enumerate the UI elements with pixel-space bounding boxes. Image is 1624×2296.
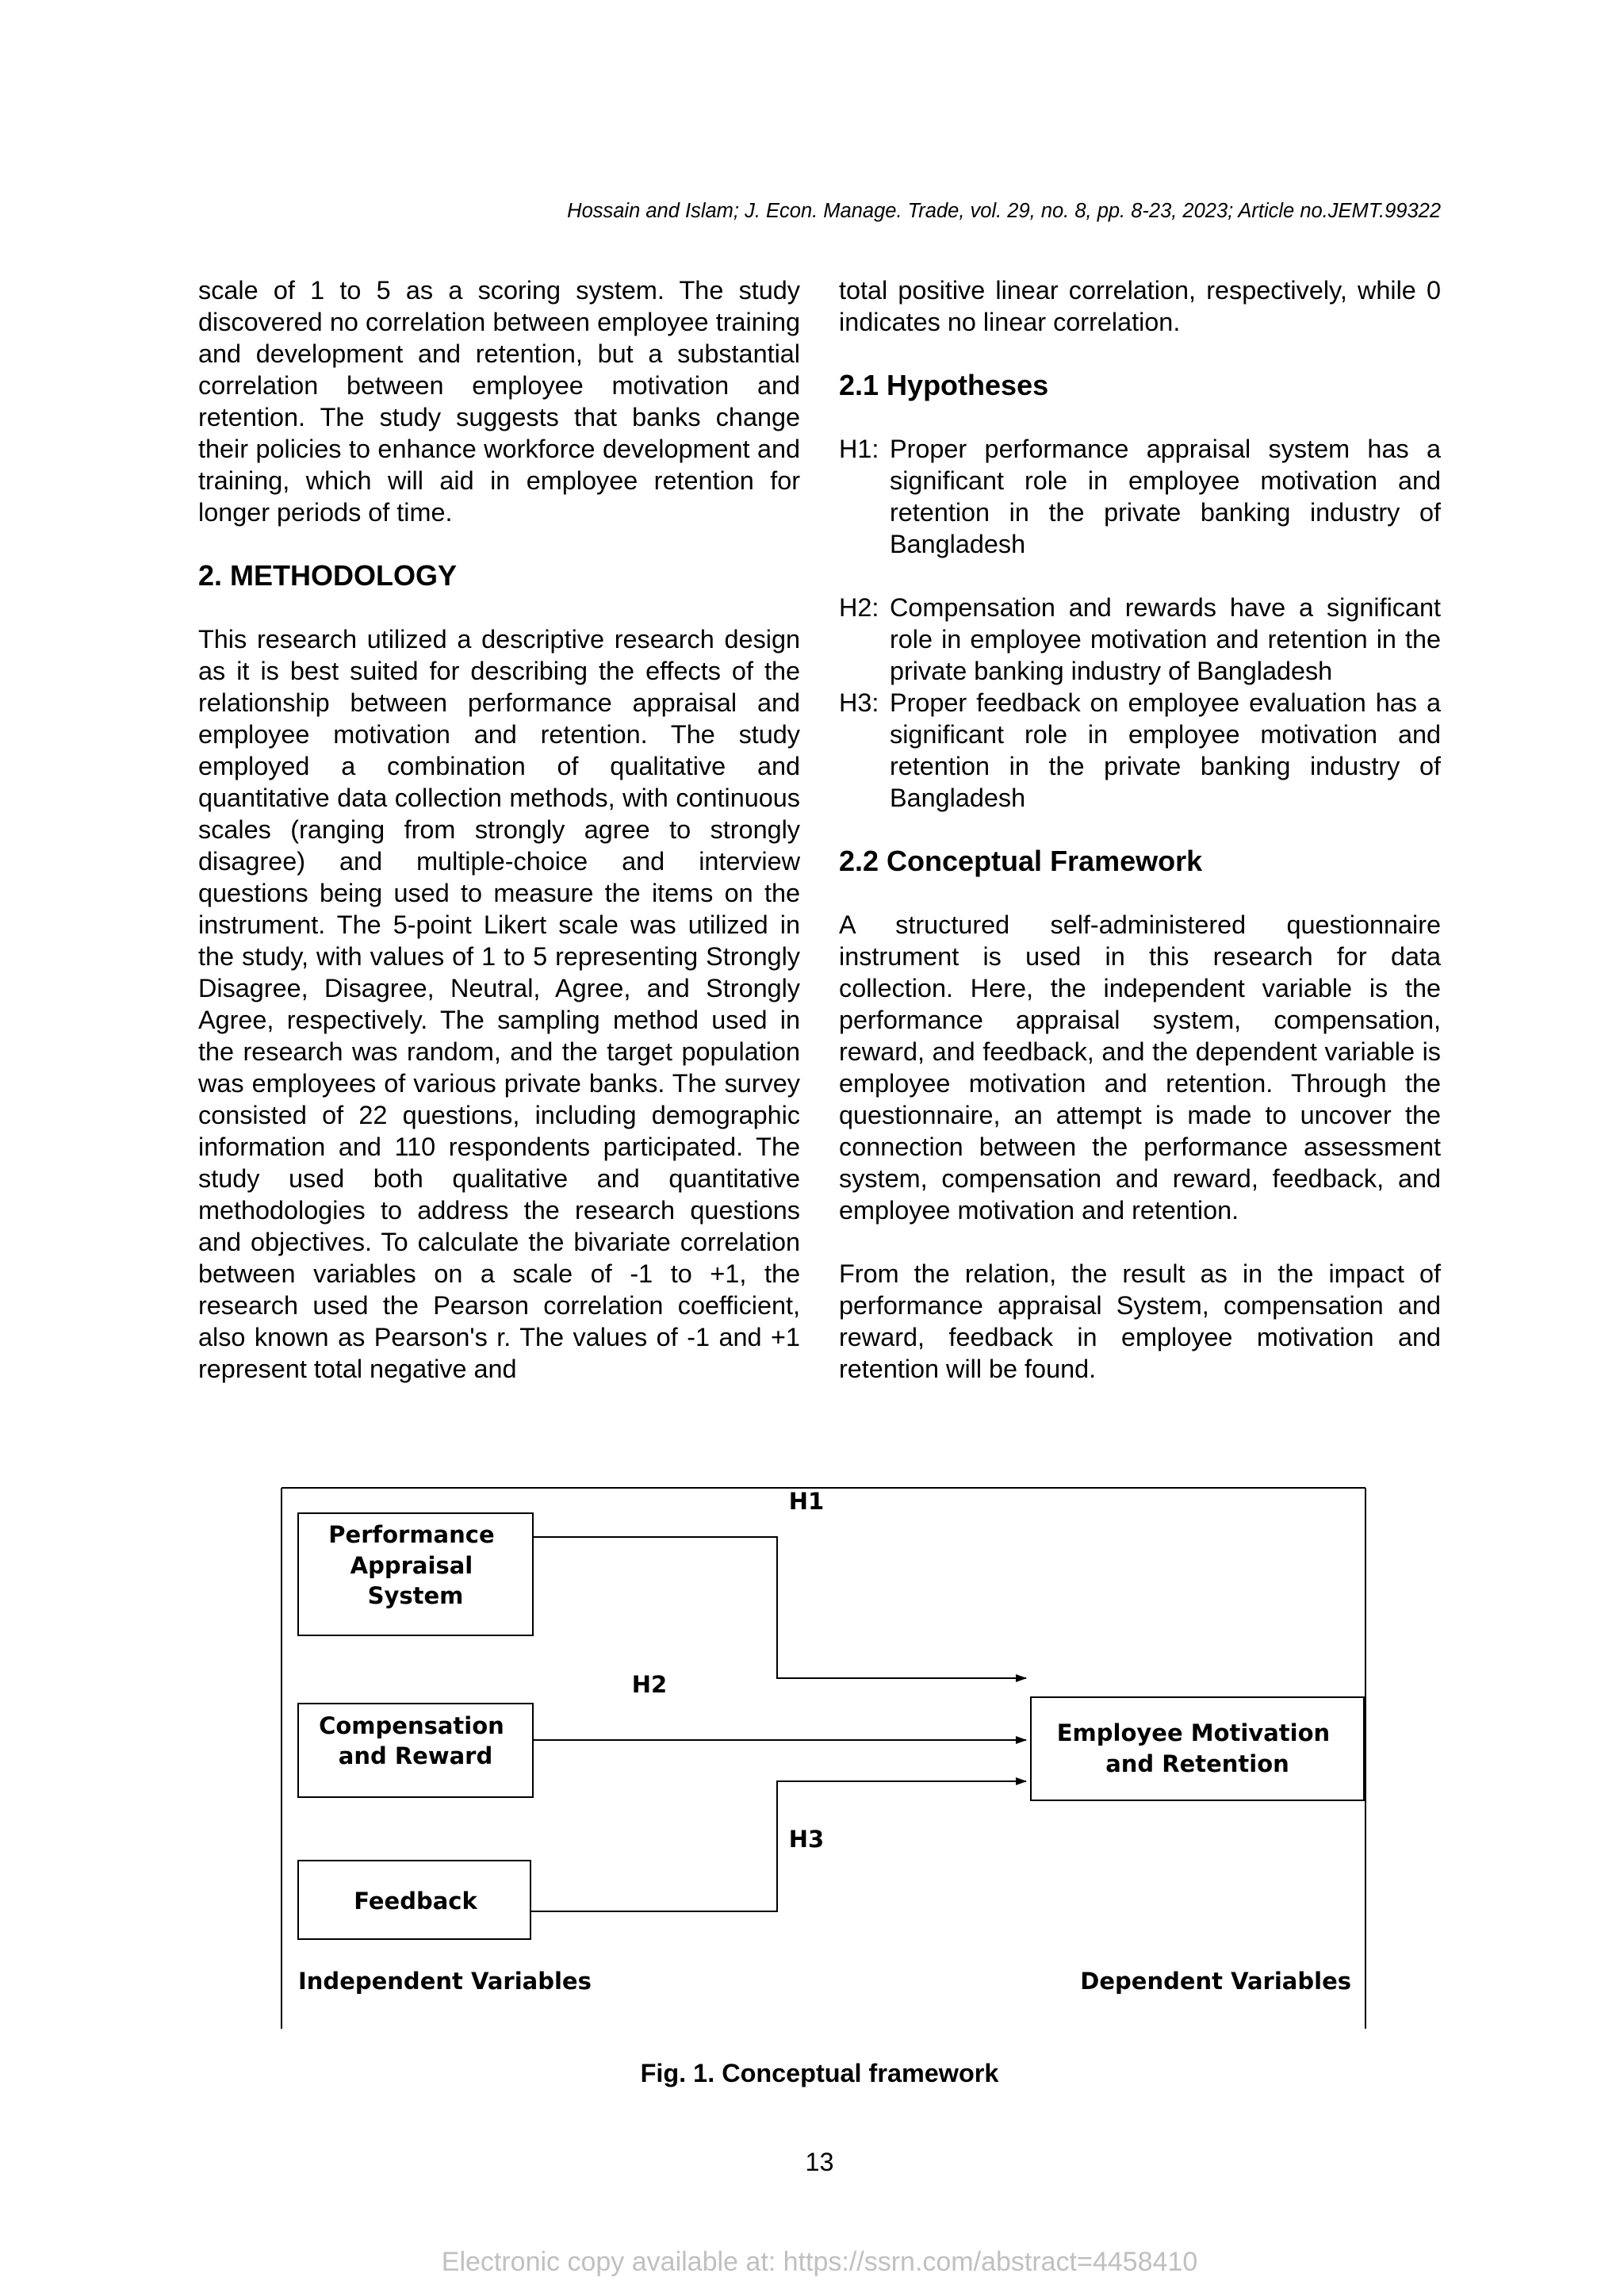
figure-caption: Fig. 1. Conceptual framework xyxy=(640,2059,999,2087)
box-performance-line-2: Appraisal xyxy=(350,1552,473,1579)
box-outcome-line-2: and Retention xyxy=(1105,1750,1289,1777)
box-outcome-line-1: Employee Motivation xyxy=(1056,1719,1331,1746)
hypothesis-label: H3: xyxy=(839,688,879,717)
box-performance-line-1: Performance xyxy=(328,1521,495,1548)
hypothesis-label: H1: xyxy=(839,435,879,463)
box-feedback-label: Feedback xyxy=(354,1888,477,1915)
framework-paragraph-1: A structured self-administered questionnaire instrument is used in this research for data collection. Here, the independent variable is the performance appraisal system, compensation, reward, and feedback, and the dependent variable is employee motivation and retention. Through the questionnaire, an attempt is made to uncover the connection between the performance assessment system, compensation and reward, feedback, and employee motivation and retention. xyxy=(839,910,1441,1225)
label-independent-variables: Independent Variables xyxy=(298,1968,592,1995)
box-performance-line-3: System xyxy=(367,1582,464,1609)
intro-paragraph: scale of 1 to 5 as a scoring system. The study discovered no correlation between employee training and development and retention, but a substantial correlation between employee motivation and retention. The study suggests that banks change their policies to enhance workforce development and training, which will aid in employee retention for longer periods of time. xyxy=(198,276,800,527)
framework-paragraph-2: From the relation, the result as in the impact of performance appraisal System, compensation and reward, feedback in employee motivation and retention will be found. xyxy=(839,1259,1441,1383)
hypothesis-label: H2: xyxy=(839,593,879,622)
right-column xyxy=(839,274,1441,1385)
box-compensation-line-2: and Reward xyxy=(338,1742,493,1769)
hypothesis-h3 xyxy=(839,687,1441,814)
conceptual-framework-figure xyxy=(279,1481,1369,2029)
page-number: 13 xyxy=(805,2148,834,2176)
hypothesis-text: Proper performance appraisal system has a significant role in employee motivation and retention in the private banking industry of Bangladesh xyxy=(890,435,1441,558)
continuation-paragraph: total positive linear correlation, respectively, while 0 indicates no linear correlation. xyxy=(839,276,1441,336)
hypotheses-heading: 2.1 Hypotheses xyxy=(839,369,1049,401)
ssrn-footer: Electronic copy available at: https://ssrn.com/abstract=4458410 xyxy=(441,2247,1198,2277)
hypothesis-text: Compensation and rewards have a significant role in employee motivation and retention in the private banking industry of Bangladesh xyxy=(890,593,1441,685)
box-compensation-line-1: Compensation xyxy=(319,1712,504,1739)
hypothesis-h1 xyxy=(839,433,1441,560)
running-head: Hossain and Islam; J. Econ. Manage. Trade, vol. 29, no. 8, pp. 8-23, 2023; Article no.JEMT.99322 xyxy=(567,200,1441,222)
label-dependent-variables: Dependent Variables xyxy=(1080,1968,1351,1995)
hypothesis-h2 xyxy=(839,592,1441,687)
arrow-h1 xyxy=(533,1537,1026,1678)
label-h1: H1 xyxy=(788,1488,825,1515)
methodology-paragraph: This research utilized a descriptive research design as it is best suited for describing the effects of the relationship between performance appraisal and employee motivation and retention. The study employed a combination of qualitative and quantitative data collection methods, with continuous scales (ranging from strongly agree to strongly disagree) and multiple-choice and interview questions being used to measure the items on the instrument. The 5-point Likert scale was utilized in the study, with values of 1 to 5 representing Strongly Disagree, Disagree, Neutral, Agree, and Strongly Agree, respectively. The sampling method used in the research was random, and the target population was employees of various private banks. The survey consisted of 22 questions, including demographic information and 110 respondents participated. The study used both qualitative and quantitative methodologies to address the research questions and objectives. To calculate the bivariate correlation between variables on a scale of -1 to +1, the research used the Pearson correlation coefficient, also known as Pearson's r. The values of -1 and +1 represent total negative and xyxy=(198,625,800,1383)
label-h2: H2 xyxy=(631,1671,668,1698)
box-employee-motivation-retention xyxy=(1031,1697,1364,1800)
hypothesis-text: Proper feedback on employee evaluation has a significant role in employee motivation and retention in the private banking industry of Bangladesh xyxy=(890,688,1441,812)
methodology-heading: 2. METHODOLOGY xyxy=(198,559,458,592)
framework-heading: 2.2 Conceptual Framework xyxy=(839,845,1203,877)
left-column xyxy=(198,274,800,1385)
arrow-h3 xyxy=(530,1781,1026,1911)
label-h3: H3 xyxy=(788,1826,825,1853)
